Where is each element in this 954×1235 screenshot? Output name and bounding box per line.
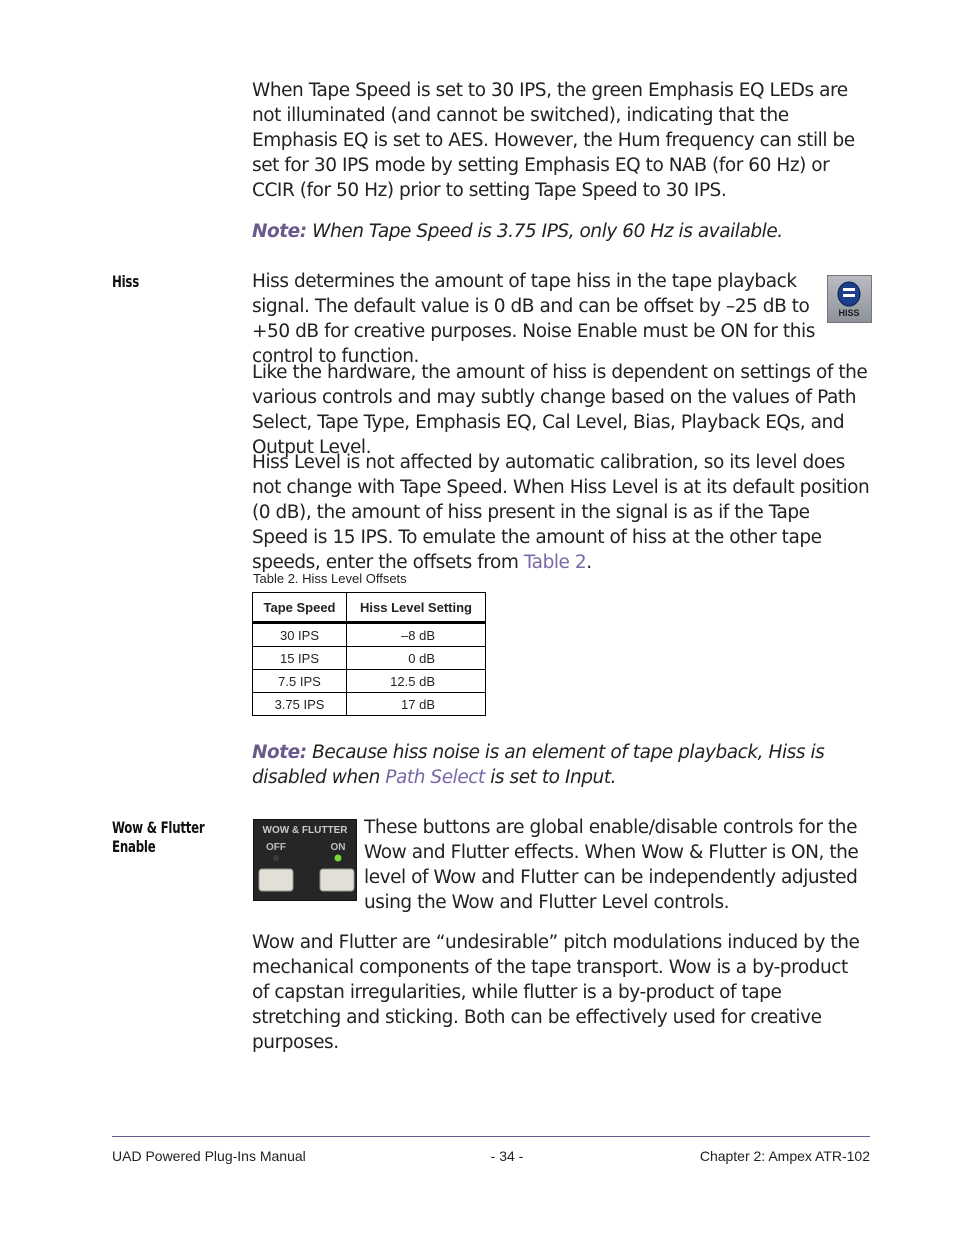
note-tape-speed — [252, 219, 870, 244]
off-button[interactable] — [259, 869, 293, 891]
table-cell-speed: 30 IPS — [253, 623, 347, 647]
off-led-icon — [273, 855, 279, 861]
table-cell-speed: 7.5 IPS — [253, 670, 347, 693]
table-cell-level: –8 dB — [347, 623, 486, 647]
footer-chapter: Chapter 2: Ampex ATR-102 — [699, 1148, 870, 1164]
note-label: Note: — [252, 742, 307, 763]
table-row — [253, 670, 486, 693]
path-select-link[interactable]: Path Select — [385, 767, 485, 788]
table-row — [253, 623, 486, 647]
note-label: Note: — [252, 221, 307, 242]
footer-rule — [112, 1136, 870, 1137]
note-text: When Tape Speed is 3.75 IPS, only 60 Hz is available. — [312, 221, 783, 242]
hiss-level-table — [252, 592, 486, 716]
section-heading-hiss: Hiss — [112, 272, 139, 291]
footer-page-number: - 34 - — [490, 1148, 524, 1164]
hiss-paragraph-3 — [252, 450, 870, 575]
hiss-icon-label: HISS — [838, 308, 860, 318]
off-label: OFF — [266, 842, 286, 853]
table-cell-level: 0 dB — [347, 647, 486, 670]
note-text: Because hiss noise is an element of tape playback, Hiss is disabled when — [252, 742, 825, 788]
intro-paragraph: When Tape Speed is set to 30 IPS, the green Emphasis EQ LEDs are not illuminated (and cannot be switched), indicating that the Emphasis EQ is set to AES. However, the Hum frequency can still be set for 30 IPS mode by setting Emphasis EQ to NAB (for 60 Hz) or CCIR (for 50 Hz) prior to setting Tape Speed to 30 IPS. — [252, 80, 855, 201]
table-caption: Table 2. Hiss Level Offsets — [253, 571, 407, 586]
table-cell-speed: 15 IPS — [253, 647, 347, 670]
table-row — [253, 693, 486, 716]
table-2-link[interactable]: Table 2 — [523, 552, 587, 573]
section-heading-wow-flutter: Wow & Flutter Enable — [112, 818, 205, 856]
hiss-paragraph-3-end: . — [586, 552, 592, 573]
hiss-paragraph-3-text: Hiss Level is not affected by automatic calibration, so its level does not change with Tape Speed. When Hiss Level is at its default position (0 dB), the amount of hiss present in the signal is as if the Tape Speed is 15 IPS. To emulate the amount of hiss at the other tape speeds, enter the offsets from — [252, 452, 870, 573]
hiss-paragraph-2: Like the hardware, the amount of hiss is dependent on settings of the various controls and may subtly change based on the values of Path Select, Tape Type, Emphasis EQ, Cal Level, Bias, Playback EQs, and Output Level. — [252, 362, 868, 458]
footer-manual-title: UAD Powered Plug-Ins Manual — [112, 1148, 306, 1164]
panel-title: WOW & FLUTTER — [262, 825, 348, 836]
hiss-knob-icon — [827, 275, 872, 323]
hiss-paragraph-1: Hiss determines the amount of tape hiss in the tape playback signal. The default value is 0 dB and can be offset by –25 dB to +50 dB for creative purposes. Noise Enable must be ON for this control to function. — [252, 271, 815, 367]
on-button[interactable] — [320, 869, 354, 891]
on-led-icon — [335, 855, 342, 862]
table-cell-level: 17 dB — [347, 693, 486, 716]
note-hiss-disabled — [252, 740, 870, 790]
table-row — [253, 647, 486, 670]
note-text-end: is set to Input. — [484, 767, 617, 788]
wow-paragraph-2: Wow and Flutter are “undesirable” pitch modulations induced by the mechanical components of the tape transport. Wow is a by-product of capstan irregularities, while flutter is a by-product of tape stretching and sticking. Both can be effectively used for creative purposes. — [252, 932, 860, 1053]
table-header-tape-speed: Tape Speed — [253, 593, 347, 623]
on-label: ON — [330, 842, 346, 853]
table-header-hiss-level: Hiss Level Setting — [347, 593, 486, 623]
table-header-row — [253, 593, 486, 623]
wow-paragraph-1: These buttons are global enable/disable controls for the Wow and Flutter effects. When Wow & Flutter is ON, the level of Wow and Flutter can be independently adjusted using the Wow and Flutter Level controls. — [364, 817, 859, 913]
wow-flutter-panel-image — [253, 819, 357, 901]
table-cell-level: 12.5 dB — [347, 670, 486, 693]
table-cell-speed: 3.75 IPS — [253, 693, 347, 716]
